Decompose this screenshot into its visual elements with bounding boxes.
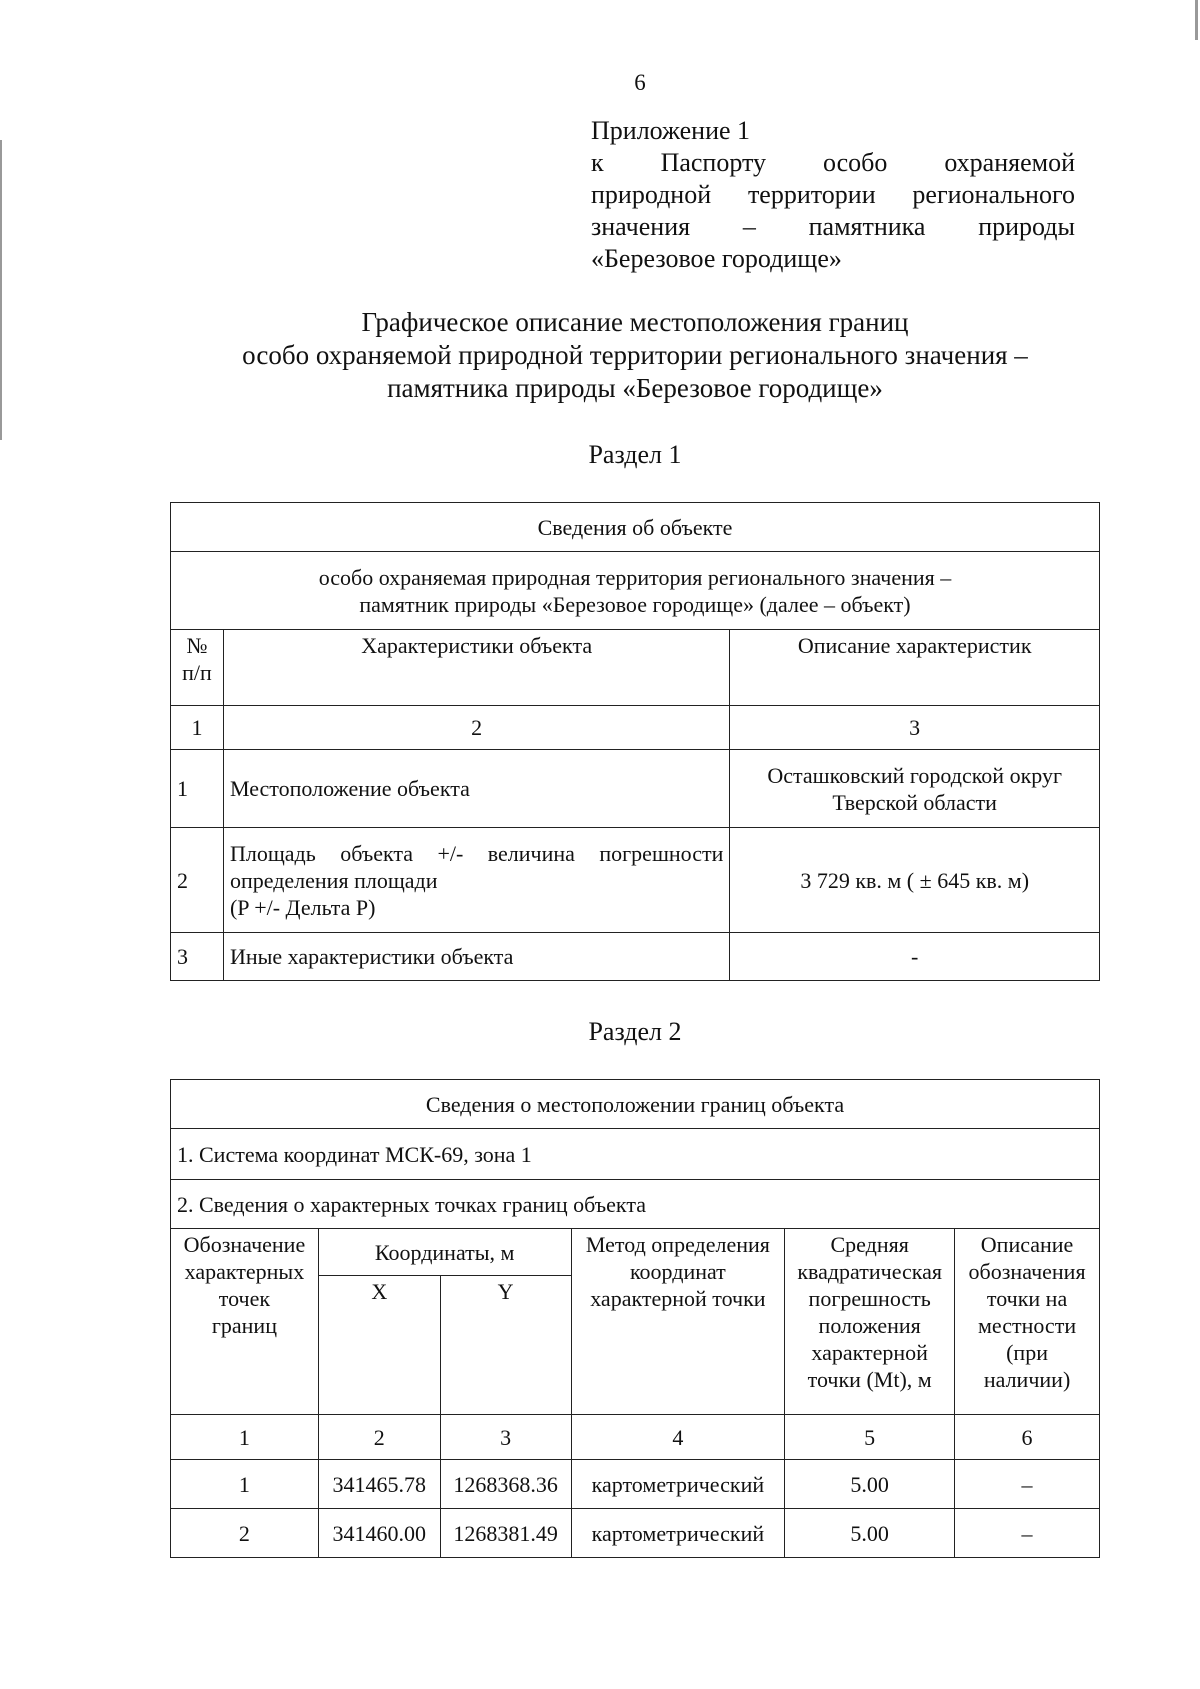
object-name-line-2: памятник природы «Березовое городище» (далее – объект) (359, 591, 911, 617)
header-description: Описание характеристик (730, 630, 1100, 706)
object-name-line-1: особо охраняемая природная территория регионального значения – (318, 564, 952, 590)
point-y: 1268381.49 (440, 1509, 571, 1558)
appendix-word: охраняемой (944, 148, 1076, 177)
point-error: 5.00 (785, 1460, 955, 1509)
appendix-block (591, 115, 1075, 275)
column-number: 2 (223, 706, 729, 750)
scan-edge-mark-top (0, 140, 2, 440)
section-2-heading: Раздел 2 (588, 1017, 682, 1046)
table-row (171, 750, 1100, 828)
appendix-word: Паспорту (660, 148, 767, 177)
point-id: 1 (171, 1460, 319, 1509)
point-y: 1268368.36 (440, 1460, 571, 1509)
title-line-2: особо охраняемой природной территории регионального значения – (242, 340, 1028, 370)
header-line: погрешность (808, 1286, 931, 1311)
header-line: Метод определения (585, 1232, 770, 1257)
header-line: Обозначение (183, 1232, 306, 1257)
row-num: 1 (171, 750, 224, 828)
row-name-line-3: (P +/- Дельта P) (229, 894, 376, 920)
appendix-line-5: «Березовое городище» (591, 244, 842, 273)
row-name (223, 828, 729, 933)
header-coords: Координаты, м (318, 1229, 571, 1276)
point-id: 2 (171, 1509, 319, 1558)
header-x: X (318, 1276, 440, 1415)
column-number: 5 (785, 1415, 955, 1460)
header-line: положения (818, 1313, 921, 1338)
table-title: Сведения об объекте (171, 503, 1100, 552)
header-line: Средняя (830, 1232, 909, 1257)
header-line: квадратическая (797, 1259, 943, 1284)
header-line: местности (978, 1313, 1077, 1338)
row-value: - (730, 933, 1100, 981)
boundary-points-table (170, 1079, 1100, 1558)
header-point-description (955, 1229, 1100, 1415)
header-line: границ (211, 1313, 277, 1338)
appendix-title: Приложение 1 (591, 116, 751, 145)
title-line-3: памятника природы «Березовое городище» (387, 373, 883, 403)
header-line: характерной точки (590, 1286, 766, 1311)
header-line: Описание (980, 1232, 1074, 1257)
header-designation (171, 1229, 319, 1415)
header-line: (при (1006, 1340, 1048, 1365)
coord-system: 1. Система координат МСК-69, зона 1 (171, 1129, 1100, 1180)
header-line: характерных (184, 1259, 305, 1284)
row-num: 3 (171, 933, 224, 981)
point-description: – (955, 1509, 1100, 1558)
header-num-line-2: п/п (182, 660, 212, 685)
column-number: 1 (171, 1415, 319, 1460)
table-row (171, 1509, 1100, 1558)
point-x: 341465.78 (318, 1460, 440, 1509)
appendix-line-3: природной территории регионального (591, 180, 1075, 209)
table-row (171, 828, 1100, 933)
object-info-table (170, 502, 1100, 981)
row-num: 2 (171, 828, 224, 933)
points-title: 2. Сведения о характерных точках границ объекта (171, 1180, 1100, 1229)
appendix-line-2 (591, 147, 1075, 179)
column-number: 3 (440, 1415, 571, 1460)
object-name-cell (171, 552, 1100, 630)
appendix-word: особо (822, 148, 888, 177)
header-line: точки на (986, 1286, 1068, 1311)
row-value-line-1: Осташковский городской округ (767, 762, 1062, 788)
column-number: 4 (571, 1415, 785, 1460)
header-y: Y (440, 1276, 571, 1415)
row-value (730, 750, 1100, 828)
header-line: точки (Mt), м (807, 1367, 932, 1392)
row-value: 3 729 кв. м ( ± 645 кв. м) (730, 828, 1100, 933)
header-characteristic: Характеристики объекта (223, 630, 729, 706)
scan-edge-mark-right (1195, 0, 1198, 40)
column-number: 6 (955, 1415, 1100, 1460)
point-method: картометрический (571, 1460, 785, 1509)
table-row (171, 1460, 1100, 1509)
column-number: 3 (730, 706, 1100, 750)
row-name: Местоположение объекта (223, 750, 729, 828)
column-number: 1 (171, 706, 224, 750)
header-line: характерной (811, 1340, 928, 1365)
row-name: Иные характеристики объекта (223, 933, 729, 981)
document-title (160, 306, 1110, 405)
header-error (785, 1229, 955, 1415)
row-name-line-1: Площадь объекта +/- величина погрешности (229, 840, 724, 866)
page-number: 6 (634, 70, 646, 95)
table-row (171, 933, 1100, 981)
section-1-heading: Раздел 1 (588, 440, 682, 469)
header-num (171, 630, 224, 706)
header-line: обозначения (968, 1259, 1086, 1284)
column-number: 2 (318, 1415, 440, 1460)
row-value-line-2: Тверской области (832, 789, 997, 815)
header-num-line-1: № (186, 633, 208, 658)
header-line: точек (218, 1286, 271, 1311)
header-method (571, 1229, 785, 1415)
appendix-word: к (591, 148, 604, 177)
appendix-line-4: значения – памятника природы (591, 212, 1075, 241)
header-line: координат (629, 1259, 726, 1284)
header-line: наличии) (983, 1367, 1071, 1392)
point-description: – (955, 1460, 1100, 1509)
point-method: картометрический (571, 1509, 785, 1558)
point-error: 5.00 (785, 1509, 955, 1558)
table-title: Сведения о местоположении границ объекта (171, 1080, 1100, 1129)
point-x: 341460.00 (318, 1509, 440, 1558)
title-line-1: Графическое описание местоположения границ (361, 307, 909, 337)
row-name-line-2: определения площади (229, 867, 438, 893)
